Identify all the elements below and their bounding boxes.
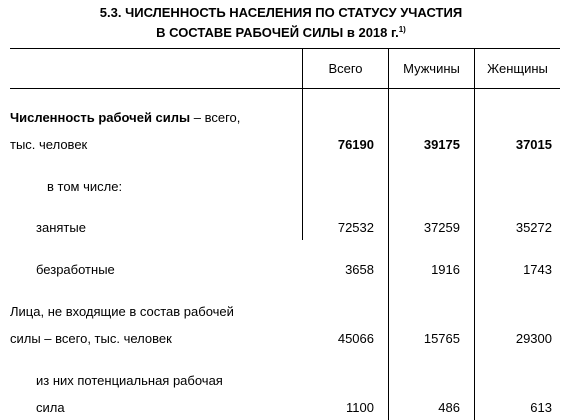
column-header-total: Всего [328,61,363,76]
value-labor-force-men: 39175 [423,137,460,152]
value-potential-total: 1100 [346,400,374,415]
row-label-labor-force-line2: тыс. человек [10,137,88,152]
column-header-men: Мужчины [403,61,460,76]
row-label-unemployed: безработные [36,262,115,277]
row-label-outside-labor-force-line2: силы – всего, тыс. человек [10,331,172,346]
value-potential-women: 613 [530,400,552,415]
header-bottom-rule [10,88,560,89]
value-unemployed-men: 1916 [431,262,460,277]
value-employed-total: 72532 [337,220,374,235]
row-label-potential-labor-force: из них потенциальная рабочая [36,373,223,388]
value-potential-men: 486 [438,400,460,415]
table-title [0,4,562,41]
row-label-outside-labor-force: Лица, не входящие в состав рабочей [10,304,234,319]
value-outside-men: 15765 [423,331,460,346]
row-label-potential-labor-force-line2: сила [36,400,65,415]
value-unemployed-total: 3658 [345,262,374,277]
title-line-1: 5.3. ЧИСЛЕННОСТЬ НАСЕЛЕНИЯ ПО СТАТУСУ УЧАСТИЯ [99,5,463,20]
row-label-including: в том числе: [47,179,123,194]
title-line-2 [0,21,562,41]
value-labor-force-total: 76190 [337,137,374,152]
value-unemployed-women: 1743 [523,262,552,277]
value-employed-men: 37259 [423,220,460,235]
value-outside-total: 45066 [337,331,374,346]
column-header-women: Женщины [487,61,548,76]
value-employed-women: 35272 [515,220,552,235]
table-top-rule [10,48,560,49]
row-label-labor-force-rest: – всего, [190,110,241,125]
value-labor-force-women: 37015 [515,137,552,152]
row-label-employed: занятые [36,220,86,235]
row-label-labor-force-bold: Численность рабочей силы [10,110,191,125]
row-label-labor-force [10,108,240,128]
value-outside-women: 29300 [515,331,552,346]
title-line-2-text: В СОСТАВЕ РАБОЧЕЙ СИЛЫ в 2018 г. [156,25,399,40]
footnote-mark: 1) [398,25,406,34]
